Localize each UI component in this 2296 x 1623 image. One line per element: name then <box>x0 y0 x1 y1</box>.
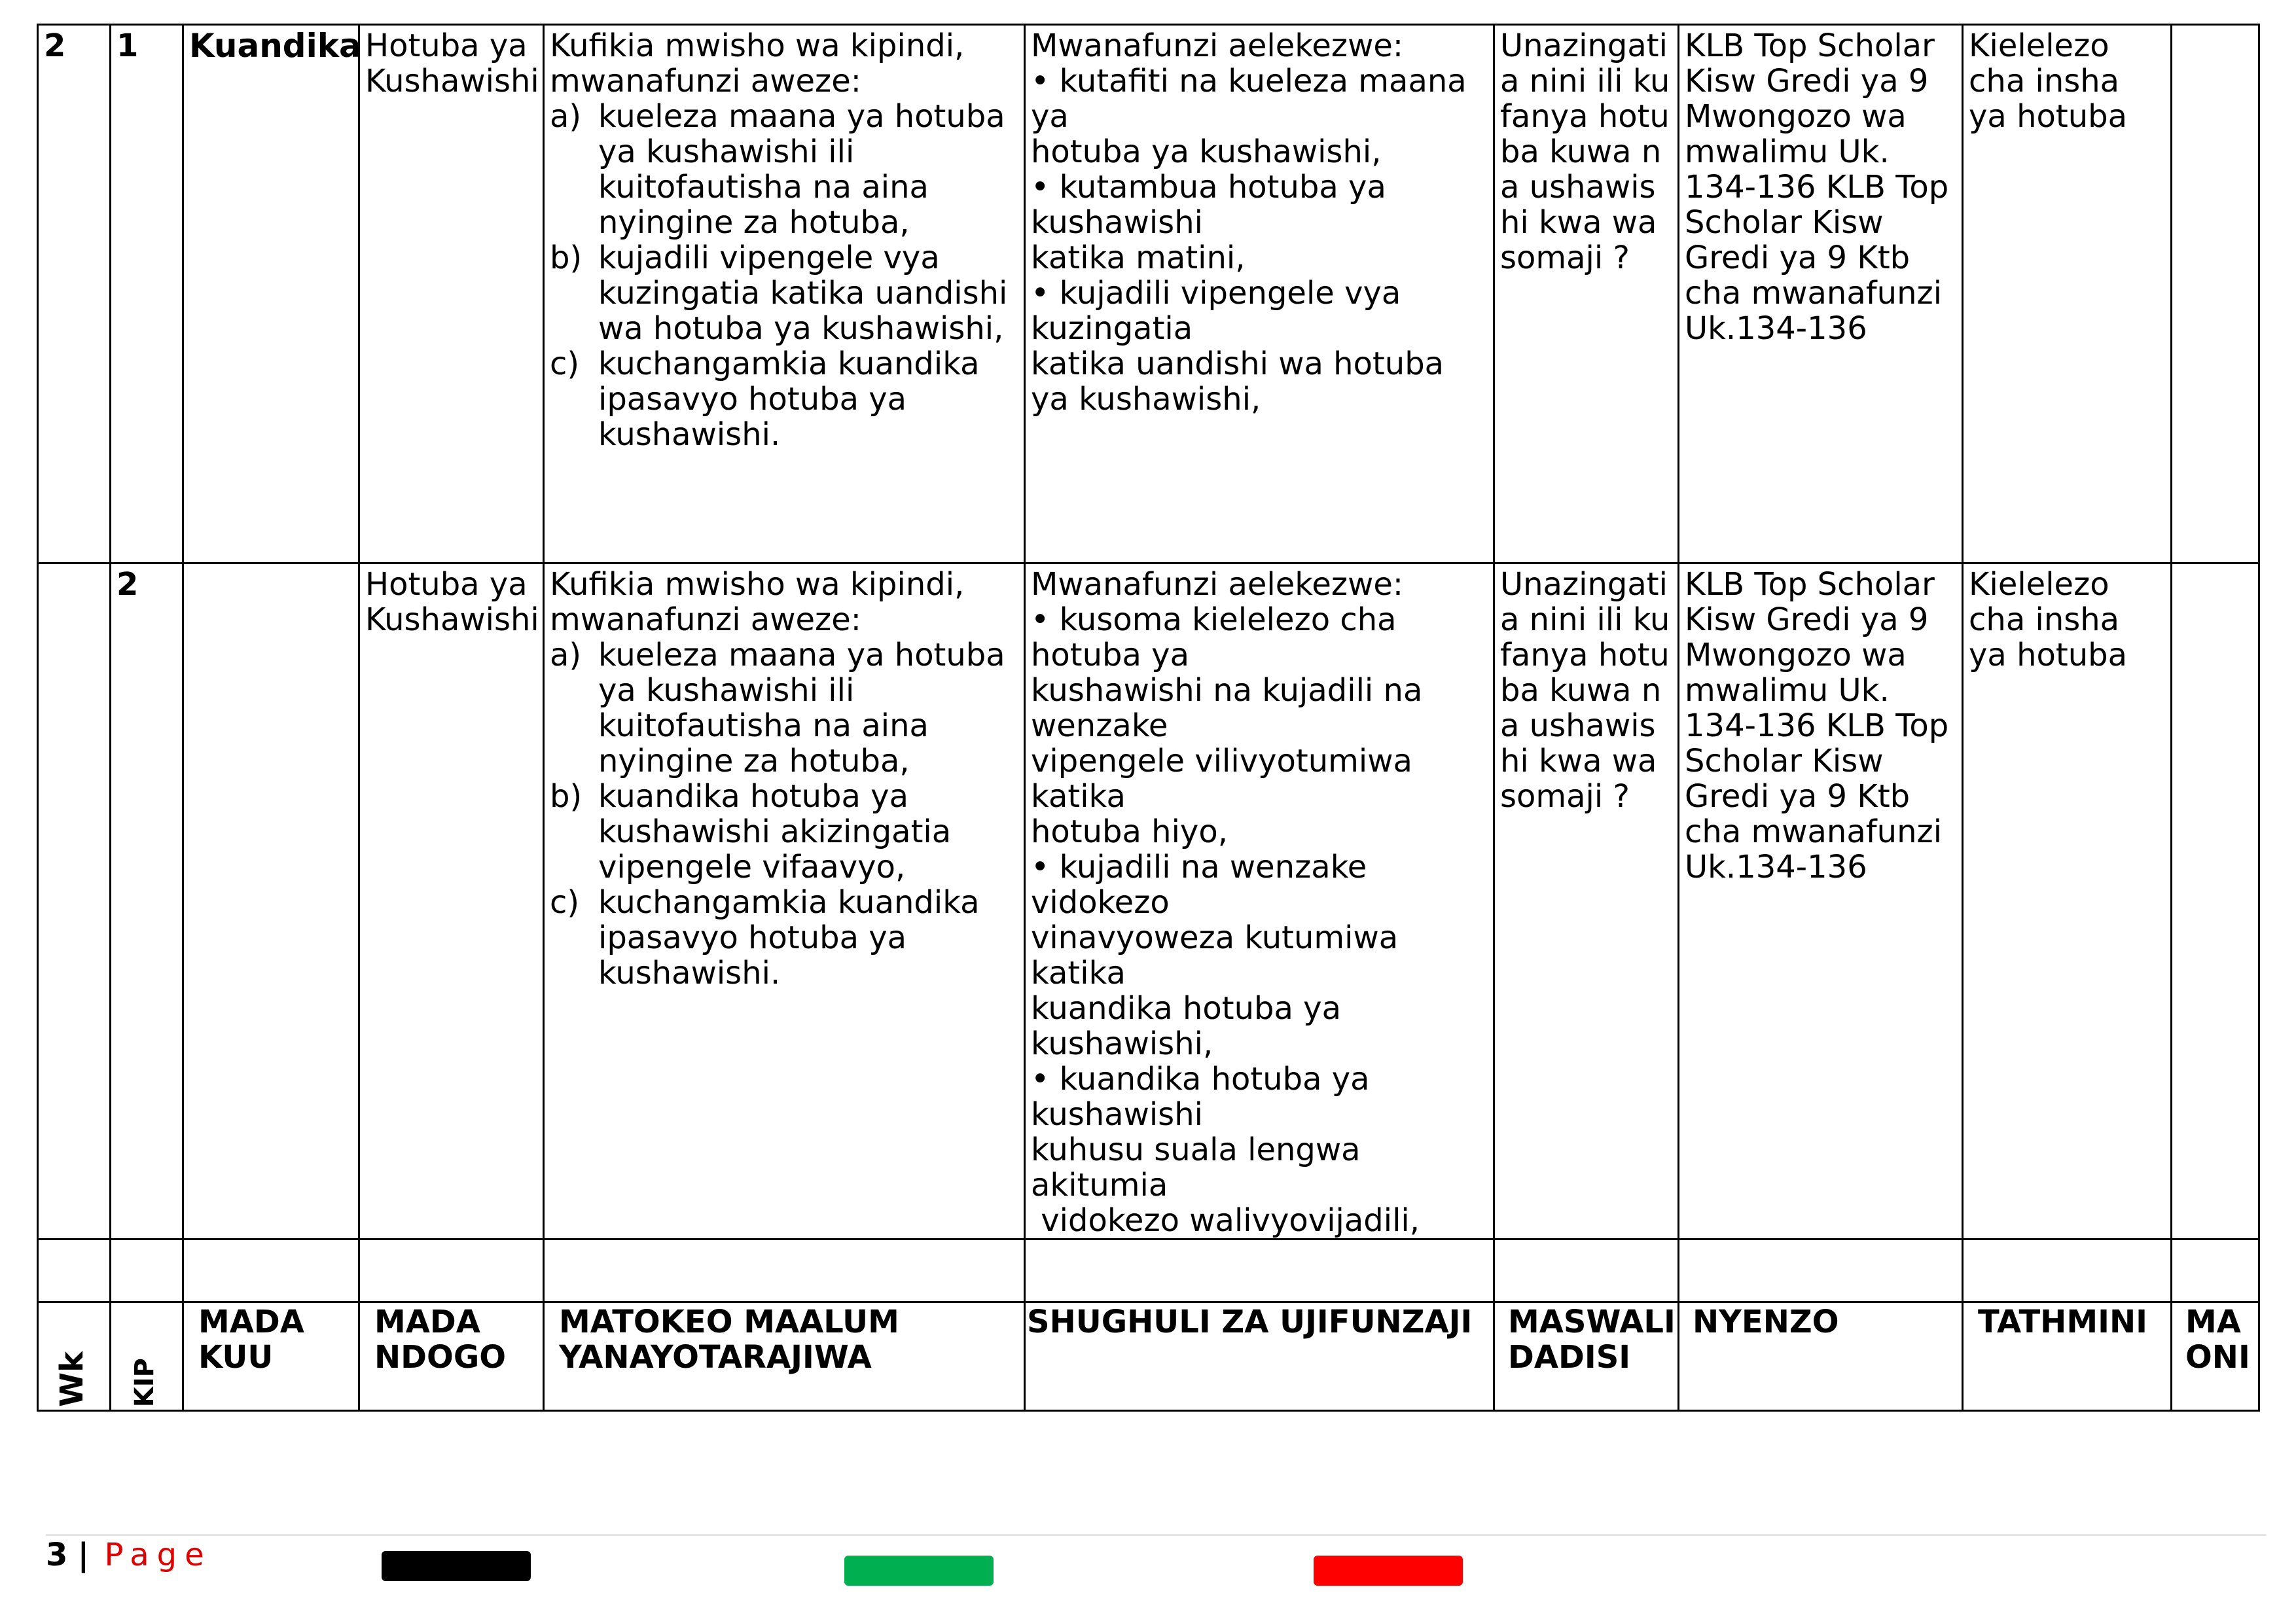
list-item <box>550 240 1018 346</box>
empty-cell <box>1679 1240 1963 1302</box>
key-question-cell: Unazingatia nini ili kufanya hotuba kuwa na ushawishi kwa wasomaji ? <box>1494 25 1679 563</box>
activity-line: • kutambua hotuba ya kushawishi <box>1031 169 1386 241</box>
key-question-cell: Unazingatia nini ili kufanya hotuba kuwa na ushawishi kwa wasomaji ? <box>1494 563 1679 1240</box>
activities-cell <box>1025 563 1494 1240</box>
activity-line: katika matini, <box>1031 240 1246 276</box>
activity-line: hotuba hiyo, <box>1031 813 1228 850</box>
item-text: kuchangamkia kuandika ipasavyo hotuba ya kushawishi. <box>598 346 980 453</box>
scheme-of-work-table <box>37 24 2260 1412</box>
item-text: kueleza maana ya hotuba ya kushawishi ili kuitofautisha na aina nyingine za hotuba, <box>598 637 1005 779</box>
item-marker: a) <box>550 637 582 673</box>
empty-cell <box>1025 1240 1494 1302</box>
item-text: kujadili vipengele vya kuzingatia katika uandishi wa hotuba ya kushawishi, <box>598 240 1008 347</box>
assessment-cell: Kielelezo cha insha ya hotuba <box>1963 563 2172 1240</box>
empty-cell <box>183 1240 359 1302</box>
header-remarks: MAONI <box>2172 1302 2259 1411</box>
sub-topic-cell: Hotuba ya Kushawishi <box>359 563 544 1240</box>
header-questions: MASWALI DADISI <box>1494 1302 1679 1411</box>
activity-line: kushawishi na kujadili na wenzake <box>1031 672 1423 744</box>
empty-cell <box>2172 1240 2259 1302</box>
header-lesson-label: KIP <box>130 1357 160 1407</box>
lesson-cell: 2 <box>111 563 183 1240</box>
page-footer <box>46 1537 212 1573</box>
header-lesson <box>111 1302 183 1411</box>
outcomes-cell <box>544 563 1025 1240</box>
table-row <box>38 25 2259 563</box>
header-outcomes: MATOKEO MAALUM YANAYOTARAJIWA <box>544 1302 1025 1411</box>
activity-line: kuandika hotuba ya kushawishi, <box>1031 990 1341 1062</box>
activity-line: • kuandika hotuba ya kushawishi <box>1031 1061 1370 1133</box>
list-item <box>550 99 1018 240</box>
footer-separator: | <box>77 1537 90 1573</box>
item-text: kuchangamkia kuandika ipasavyo hotuba ya kushawishi. <box>598 884 980 991</box>
remarks-cell <box>2172 25 2259 563</box>
main-topic-cell <box>183 563 359 1240</box>
header-week-label: Wk <box>54 1351 90 1407</box>
activity-line: Mwanafunzi aelekezwe: <box>1031 566 1404 603</box>
header-main-topic: MADA KUU <box>183 1302 359 1411</box>
outcomes-intro: Kufikia mwisho wa kipindi, mwanafunzi aweze: <box>550 566 965 638</box>
empty-cell <box>359 1240 544 1302</box>
week-cell: 2 <box>38 25 111 563</box>
outcomes-intro: Kufikia mwisho wa kipindi, mwanafunzi aweze: <box>550 27 965 99</box>
item-marker: b) <box>550 240 583 276</box>
empty-cell <box>544 1240 1025 1302</box>
resources-cell: KLB Top Scholar Kisw Gredi ya 9 Mwongozo wa mwalimu Uk. 134-136 KLB Top Scholar Kisw Gredi ya 9 Ktb cha mwanafunzi Uk.134-136 <box>1679 25 1963 563</box>
empty-cell <box>111 1240 183 1302</box>
header-assessment: TATHMINI <box>1963 1302 2172 1411</box>
list-item <box>550 885 1018 991</box>
activity-line: katika uandishi wa hotuba ya kushawishi, <box>1031 346 1444 418</box>
page-number: 3 <box>46 1537 68 1573</box>
activity-line: • kujadili vipengele vya kuzingatia <box>1031 275 1401 347</box>
item-marker: c) <box>550 884 580 921</box>
activity-line: • kutafiti na kueleza maana ya <box>1031 63 1467 135</box>
activity-line: vipengele vilivyotumiwa katika <box>1031 743 1412 815</box>
header-sub-topic: MADA NDOGO <box>359 1302 544 1411</box>
footer-divider <box>46 1534 2266 1536</box>
activity-line: kuhusu suala lengwa akitumia <box>1031 1132 1361 1204</box>
header-row <box>38 1302 2259 1411</box>
table-row <box>38 563 2259 1240</box>
remarks-cell <box>2172 563 2259 1240</box>
sub-topic-cell: Hotuba ya Kushawishi <box>359 25 544 563</box>
black-bar <box>382 1551 531 1581</box>
activity-line: Mwanafunzi aelekezwe: <box>1031 27 1404 64</box>
activities-cell <box>1025 25 1494 563</box>
assessment-cell: Kielelezo cha insha ya hotuba <box>1963 25 2172 563</box>
empty-cell <box>1963 1240 2172 1302</box>
header-activities: SHUGHULI ZA UJIFUNZAJI <box>1025 1302 1494 1411</box>
main-topic-cell: Kuandika <box>183 25 359 563</box>
resources-cell: KLB Top Scholar Kisw Gredi ya 9 Mwongozo wa mwalimu Uk. 134-136 KLB Top Scholar Kisw Gredi ya 9 Ktb cha mwanafunzi Uk.134-136 <box>1679 563 1963 1240</box>
list-item <box>550 346 1018 452</box>
list-item <box>550 779 1018 885</box>
page-label: Page <box>104 1537 212 1573</box>
empty-cell <box>38 1240 111 1302</box>
activity-line: • kujadili na wenzake vidokezo <box>1031 849 1367 921</box>
red-bar <box>1314 1556 1463 1586</box>
item-marker: c) <box>550 346 580 382</box>
activity-line: vinavyoweza kutumiwa katika <box>1031 919 1399 991</box>
item-text: kuandika hotuba ya kushawishi akizingatia vipengele vifaavyo, <box>598 778 952 885</box>
item-marker: b) <box>550 778 583 815</box>
item-text: kueleza maana ya hotuba ya kushawishi ili kuitofautisha na aina nyingine za hotuba, <box>598 98 1005 241</box>
lesson-cell: 1 <box>111 25 183 563</box>
outcomes-list <box>550 99 1018 452</box>
activity-line: hotuba ya kushawishi, <box>1031 134 1382 170</box>
green-bar <box>844 1556 994 1586</box>
empty-row <box>38 1240 2259 1302</box>
week-cell <box>38 563 111 1240</box>
item-marker: a) <box>550 98 582 135</box>
empty-cell <box>1494 1240 1679 1302</box>
activity-line: vidokezo walivyovijadili, <box>1031 1202 1420 1239</box>
outcomes-list <box>550 637 1018 991</box>
header-resources: NYENZO <box>1679 1302 1963 1411</box>
outcomes-cell <box>544 25 1025 563</box>
activity-line: • kusoma kielelezo cha hotuba ya <box>1031 601 1397 673</box>
list-item <box>550 637 1018 779</box>
header-week <box>38 1302 111 1411</box>
